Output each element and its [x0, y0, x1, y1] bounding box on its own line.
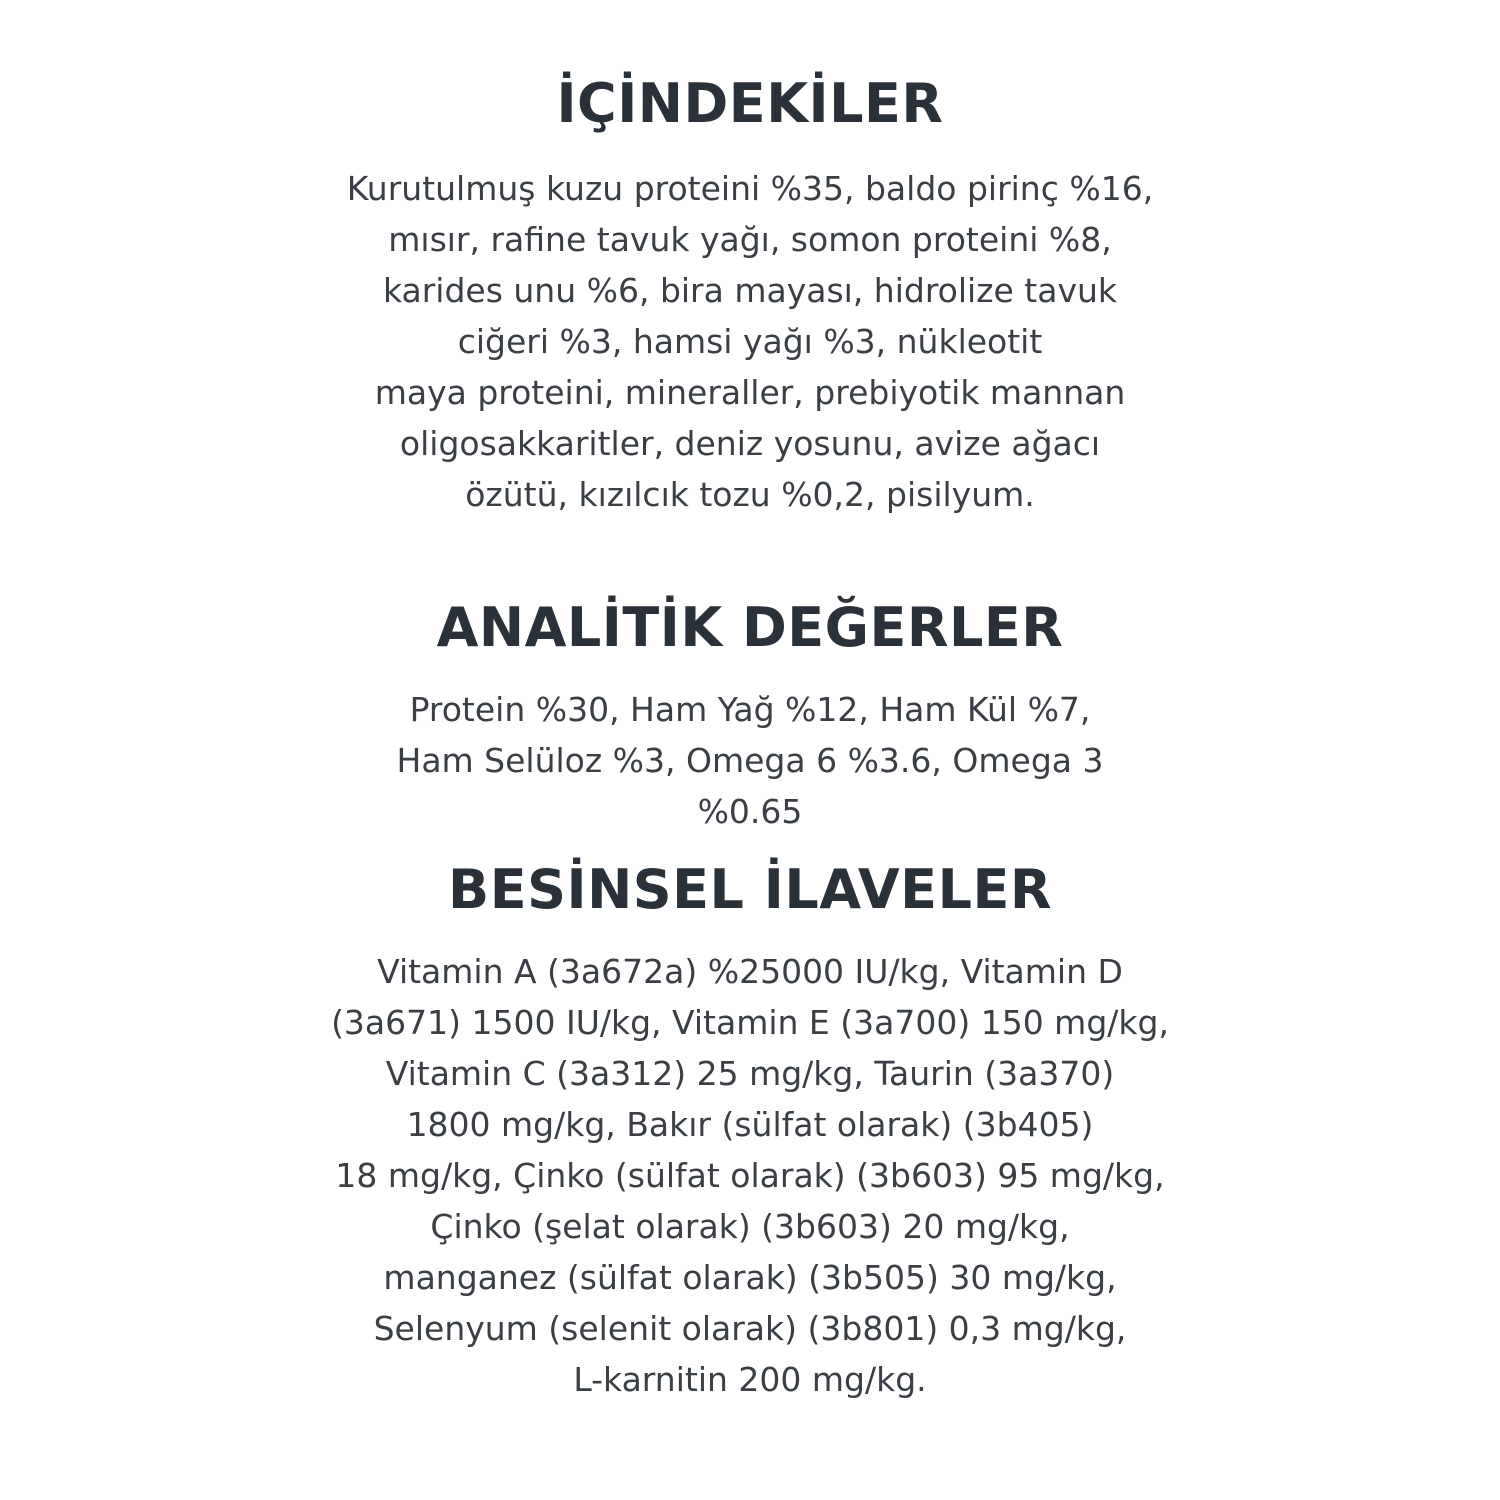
analytic-values-text — [0, 684, 1500, 837]
nutritional-additives-text — [0, 946, 1500, 1405]
ingredients-line: özütü, kızılcık tozu %0,2, pisilyum. — [465, 475, 1035, 514]
analytic-line: %0.65 — [697, 792, 803, 831]
ingredients-line: karides unu %6, bira mayası, hidrolize tavuk — [382, 271, 1118, 310]
ingredients-text — [0, 163, 1500, 520]
additives-line: (3a671) 1500 IU/kg, Vitamin E (3a700) 150 mg/kg, — [331, 1003, 1169, 1042]
analytic-line: Protein %30, Ham Yağ %12, Ham Kül %7, — [409, 690, 1091, 729]
additives-line: Çinko (şelat olarak) (3b603) 20 mg/kg, — [430, 1207, 1070, 1246]
ingredients-heading: İÇİNDEKİLER — [556, 72, 944, 135]
additives-line: 1800 mg/kg, Bakır (sülfat olarak) (3b405) — [406, 1105, 1094, 1144]
additives-line: L-karnitin 200 mg/kg. — [573, 1360, 927, 1399]
additives-line: Selenyum (selenit olarak) (3b801) 0,3 mg/kg, — [373, 1309, 1127, 1348]
ingredients-line: ciğeri %3, hamsi yağı %3, nükleotit — [457, 322, 1043, 361]
additives-line: Vitamin C (3a312) 25 mg/kg, Taurin (3a370) — [385, 1054, 1115, 1093]
additives-line: Vitamin A (3a672a) %25000 IU/kg, Vitamin D — [377, 952, 1123, 991]
ingredients-line: maya proteini, mineraller, prebiyotik mannan — [374, 373, 1126, 412]
ingredients-line: mısır, rafine tavuk yağı, somon proteini %8, — [388, 220, 1112, 259]
ingredients-line: oligosakkaritler, deniz yosunu, avize ağacı — [399, 424, 1101, 463]
ingredients-line: Kurutulmuş kuzu proteini %35, baldo pirinç %16, — [346, 169, 1154, 208]
nutritional-additives-heading: BESİNSEL İLAVELER — [448, 858, 1052, 921]
additives-line: 18 mg/kg, Çinko (sülfat olarak) (3b603) 95 mg/kg, — [335, 1156, 1165, 1195]
additives-line: manganez (sülfat olarak) (3b505) 30 mg/kg, — [383, 1258, 1117, 1297]
analytic-values-heading: ANALİTİK DEĞERLER — [436, 596, 1064, 659]
analytic-line: Ham Selüloz %3, Omega 6 %3.6, Omega 3 — [396, 741, 1104, 780]
